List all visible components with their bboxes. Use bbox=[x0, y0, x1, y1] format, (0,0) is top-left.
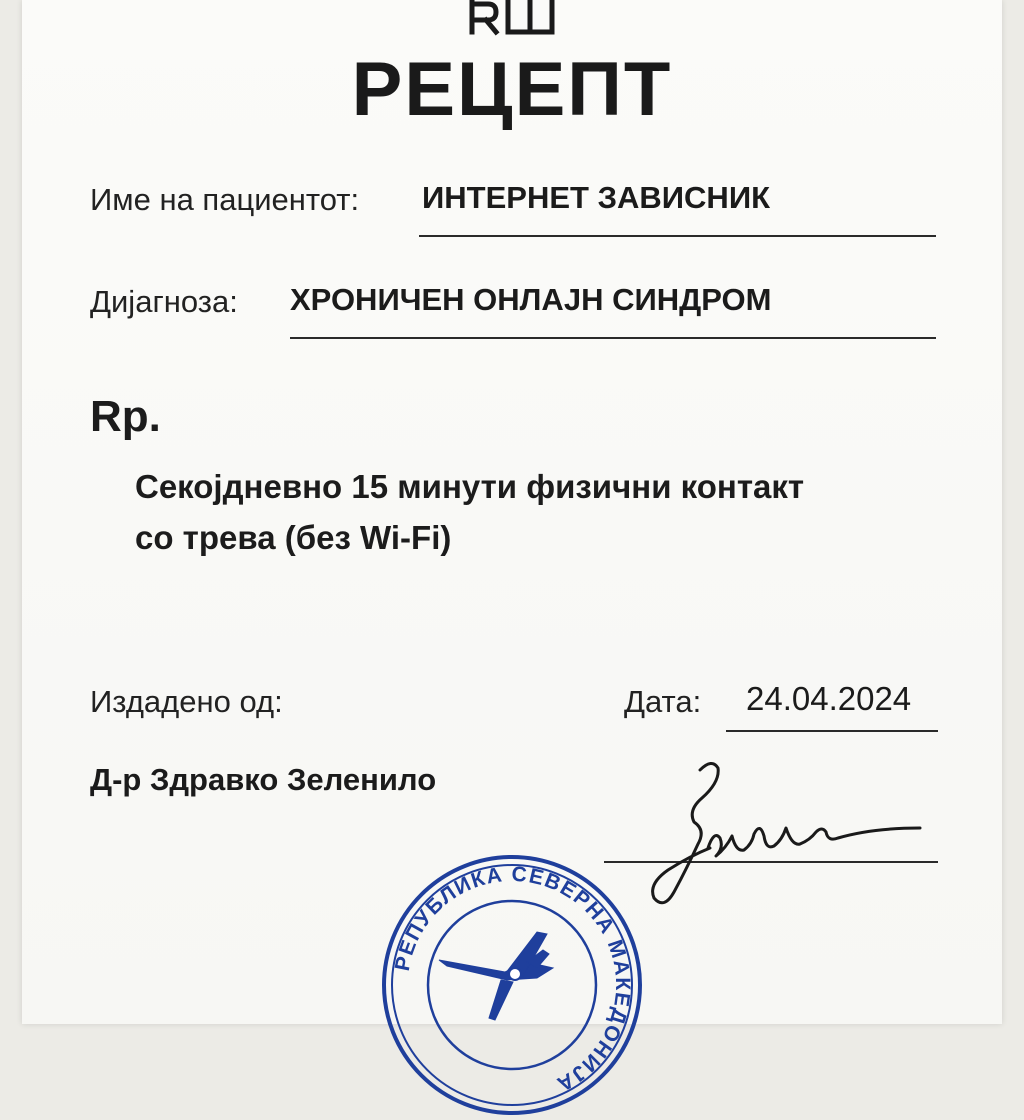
handwritten-signature bbox=[602, 752, 942, 912]
patient-name-label: Име на пациентот: bbox=[90, 182, 360, 217]
diagnosis-underline bbox=[290, 337, 936, 339]
document-title: РЕЦЕПТ bbox=[351, 47, 673, 132]
prescription-line-1: Секојдневно 15 минути физични контакт bbox=[135, 468, 805, 505]
logo-icon bbox=[468, 0, 556, 36]
date-value: 24.04.2024 bbox=[746, 680, 912, 717]
date-label: Дата: bbox=[624, 684, 702, 719]
rp-label: Rp. bbox=[90, 392, 161, 441]
official-stamp bbox=[377, 850, 647, 1120]
prescription-document bbox=[22, 0, 1002, 1097]
stamp-text: РЕПУБЛИКА СЕВЕРНА МАКЕДОНИЈА bbox=[390, 862, 635, 1097]
doctor-name: Д-р Здравко Зеленило bbox=[90, 762, 437, 797]
patient-name-value: ИНТЕРНЕТ ЗАВИСНИК bbox=[422, 180, 771, 215]
date-underline bbox=[726, 730, 938, 732]
prescription-line-2: со трева (без Wi-Fi) bbox=[135, 519, 452, 556]
diagnosis-label: Дијагноза: bbox=[90, 284, 238, 319]
issued-by-label: Издадено од: bbox=[90, 684, 283, 719]
patient-name-underline bbox=[419, 235, 936, 237]
diagnosis-value: ХРОНИЧЕН ОНЛАЈН СИНДРОМ bbox=[290, 282, 772, 317]
